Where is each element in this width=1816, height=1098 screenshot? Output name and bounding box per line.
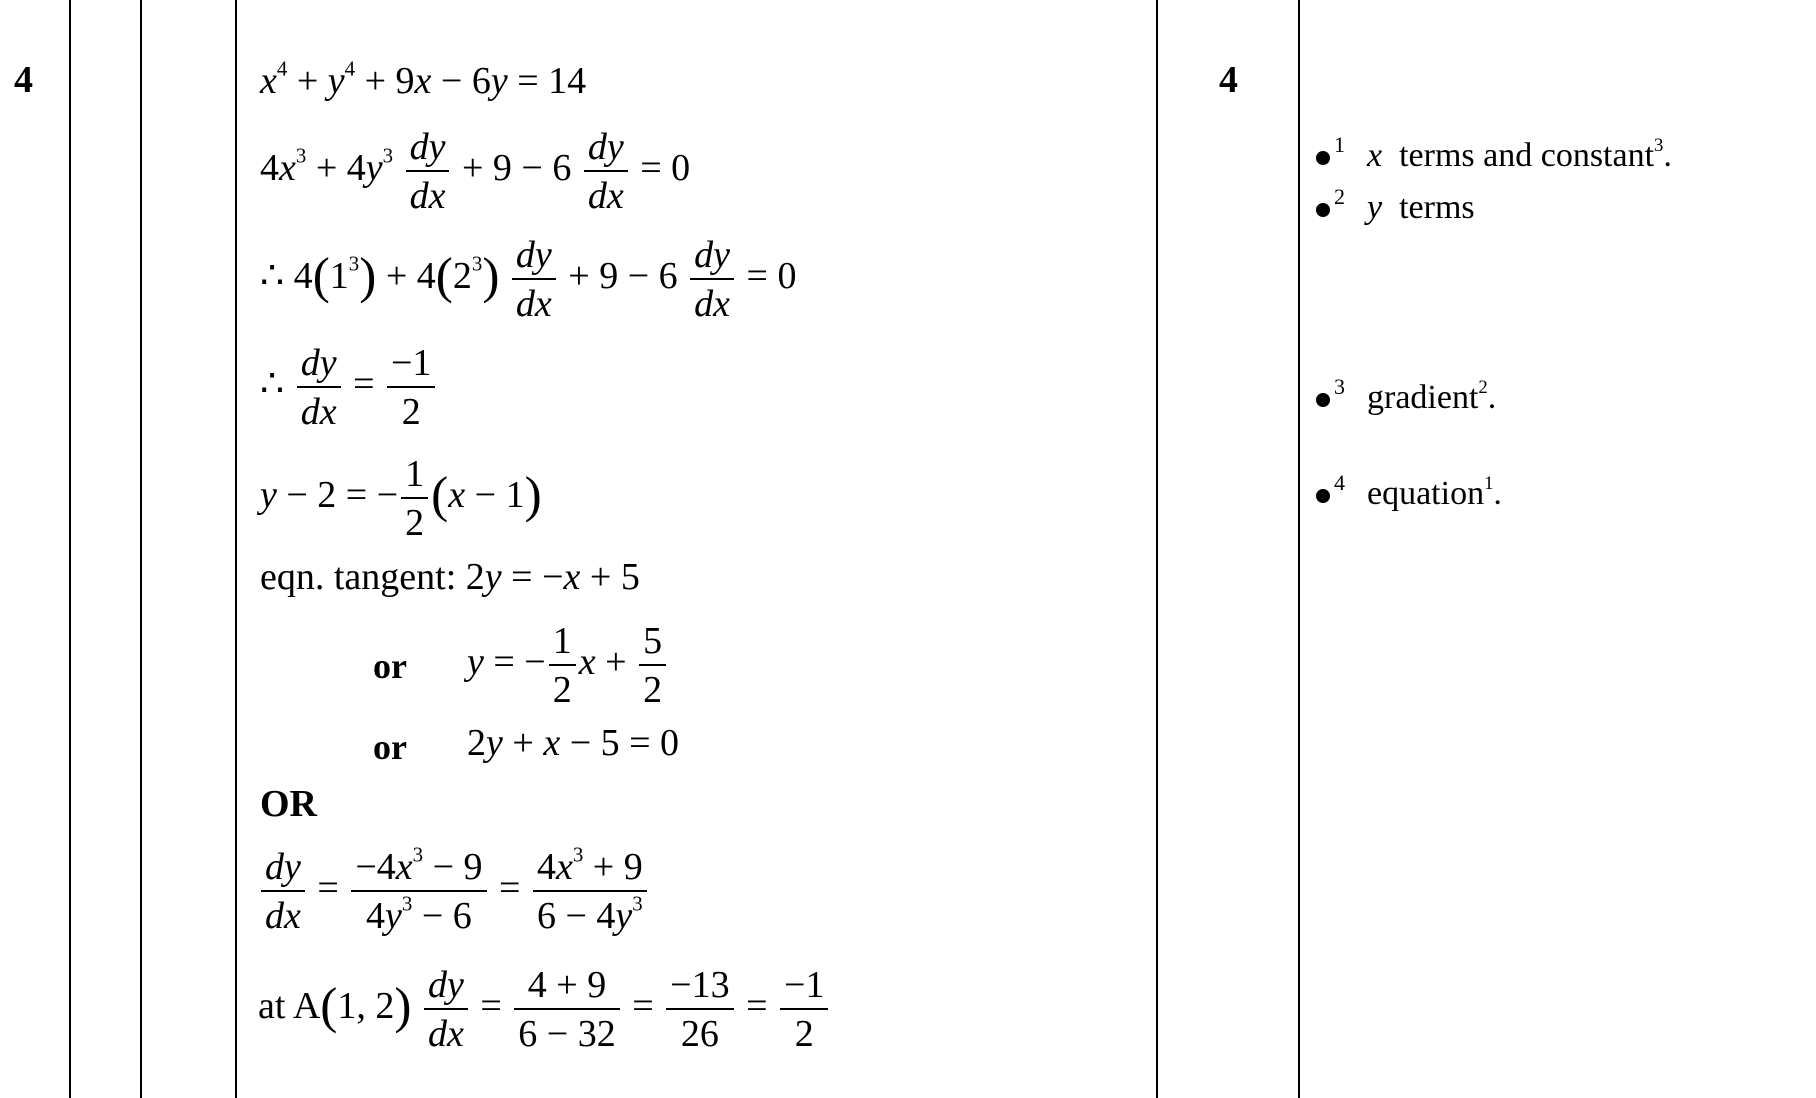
equation-line-2: $4x^3 + 4y^3$ $\frac{dy}{dx}$ + 9 − 6 $\frac{dy}{dx}$ = 0	[260, 126, 691, 217]
fraction-dydx: $\frac{dy}{dx}$	[261, 848, 305, 935]
question-number: 4	[14, 59, 33, 101]
fraction-13-over-26-step: $\frac{4 + 9}{6 - 32}$	[514, 966, 619, 1053]
fraction-dydx: $\frac{dy}{dx}$	[584, 128, 628, 215]
fraction-dydx: $\frac{dy}{dx}$	[297, 344, 341, 431]
fraction-one-half: $\frac{1}{2}$	[549, 622, 576, 709]
fraction-dydx: $\frac{dy}{dx}$	[690, 236, 734, 323]
column-divider-1	[69, 0, 71, 1098]
bullet-icon	[1316, 489, 1330, 503]
bullet-icon	[1316, 203, 1330, 217]
implicit-gradient-formula: $\frac{dy}{dx}$ = $\frac{-4x^3 - 9}{4y^3 - 6}$ = $\frac{4x^3 + 9}{6 - 4y^3}$	[258, 848, 650, 935]
alt-form-1: y = − $\frac{1}{2}$ x + $\frac{5}{2}$	[467, 622, 669, 709]
fraction-dydx: $\frac{dy}{dx}$	[406, 128, 450, 215]
bullet-icon	[1316, 393, 1330, 407]
criterion-2: $^2$ y terms	[1316, 184, 1475, 227]
criterion-3: $^3$ gradient$^2$.	[1316, 374, 1496, 417]
column-divider-3	[235, 0, 237, 1098]
at-point-label: at A	[258, 985, 321, 1028]
column-divider-2	[140, 0, 142, 1098]
fraction-minus-one-half: $\frac{-1}{2}$	[780, 966, 828, 1053]
fraction-dydx: $\frac{dy}{dx}$	[424, 966, 468, 1053]
equation-line-1: $x^4 + y^4 + 9x - 6y = 14$	[260, 56, 587, 102]
equation-line-3: ∴ $4(1^3) + 4(2^3)$ $\frac{dy}{dx}$ + 9 − 6 $\frac{dy}{dx}$ = 0	[260, 234, 797, 325]
equation-line-4: ∴ $\frac{dy}{dx}$ = $\frac{-1}{2}$	[260, 344, 438, 431]
tangent-label: eqn. tangent:	[260, 556, 457, 598]
criterion-4: $^4$ equation$^1$.	[1316, 470, 1502, 513]
marks-value: 4	[1219, 59, 1238, 101]
gradient-at-point: at A(1, 2) $\frac{dy}{dx}$ = $\frac{4 + 9}{6 - 32}$ = $\frac{-13}{26}$ = $\frac{-1}{2}$	[258, 966, 831, 1053]
alt-form-2: 2y + x − 5 = 0	[467, 722, 680, 764]
tangent-line: eqn. tangent: 2y = −x + 5	[260, 556, 640, 598]
fraction-gradient-1: $\frac{-4x^3 - 9}{4y^3 - 6}$	[351, 848, 486, 935]
column-divider-5	[1298, 0, 1300, 1098]
bullet-icon	[1316, 151, 1330, 165]
fraction-gradient-2: $\frac{4x^3 + 9}{6 - 4y^3}$	[533, 848, 647, 935]
fraction-five-halves: $\frac{5}{2}$	[639, 622, 666, 709]
fraction-dydx: $\frac{dy}{dx}$	[512, 236, 556, 323]
or-label-2: or	[373, 727, 407, 767]
equation-line-5: y − 2 = − $\frac{1}{2}$ (x − 1)	[260, 453, 542, 544]
fraction-minus-one-half: $\frac{-1}{2}$	[387, 344, 435, 431]
alternative-method-label: OR	[260, 783, 317, 825]
criterion-1: $^1$ x terms and constant$^3$.	[1316, 132, 1672, 175]
fraction-minus-13-over-26: $\frac{-13}{26}$	[666, 966, 733, 1053]
fraction-one-half: $\frac{1}{2}$	[401, 455, 428, 542]
column-divider-4	[1156, 0, 1158, 1098]
or-label-1: or	[373, 646, 407, 686]
